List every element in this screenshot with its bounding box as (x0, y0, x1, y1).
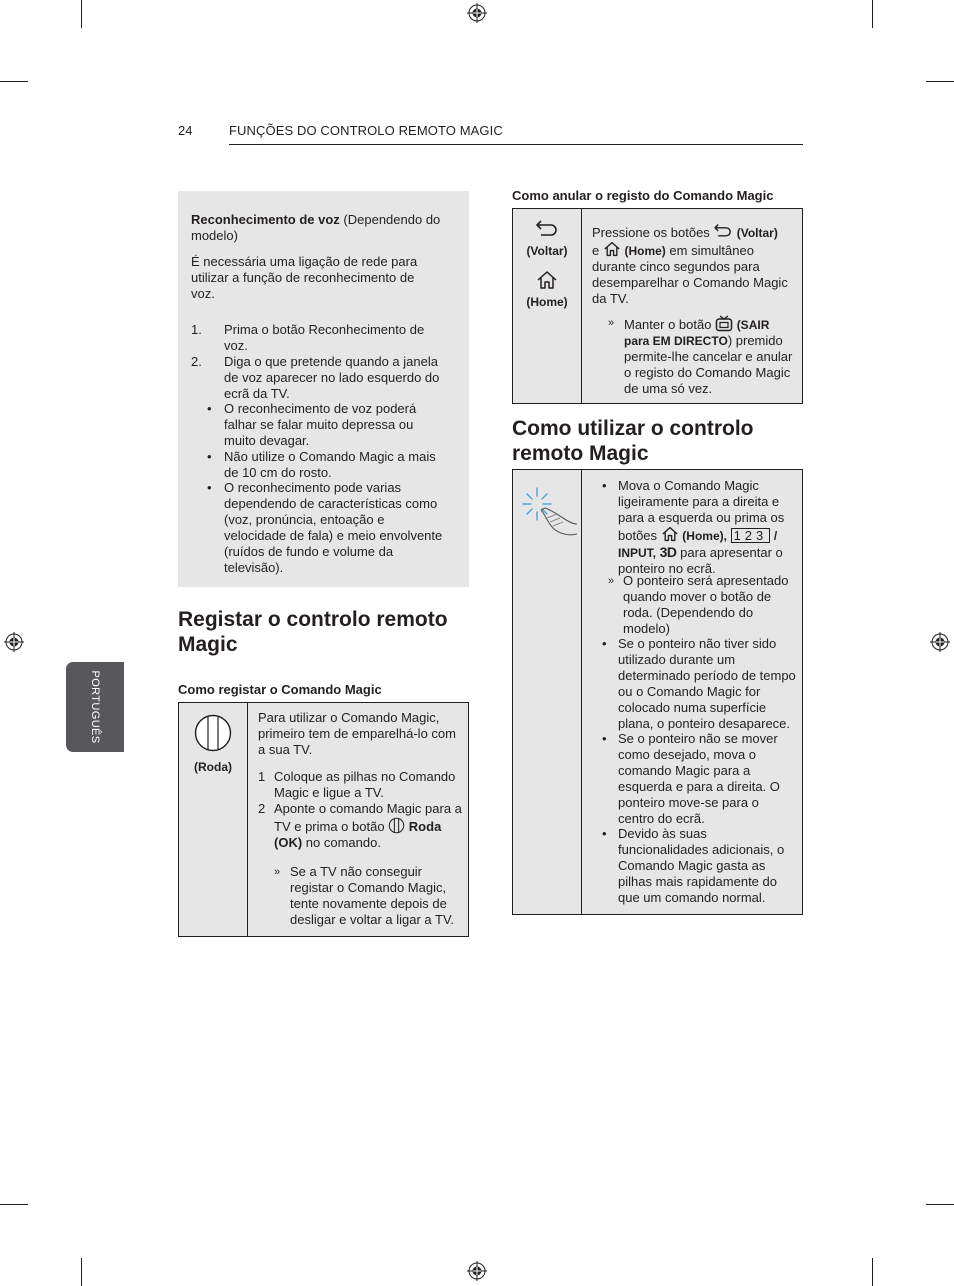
voice-bullet-text: O reconhecimento de voz poderá falhar se falar muito depressa ou muito devagar. (224, 401, 417, 448)
unregister-note-part: Manter o botão (624, 317, 716, 332)
unregister-note (608, 315, 798, 397)
voice-title-bold: Reconhecimento de voz (191, 212, 340, 227)
crop-mark (81, 1258, 82, 1286)
register-heading: Registar o controlo remoto Magic (178, 608, 448, 656)
register-note (274, 864, 464, 928)
unregister-text-part: e (592, 243, 603, 258)
note-marker: » (274, 866, 281, 878)
voice-recognition-box (178, 191, 469, 587)
registration-mark-icon (930, 632, 950, 652)
exit-live-label: (SAIR para EM DIRECTO (624, 318, 770, 348)
back-icon (713, 223, 733, 239)
register-step-number: 1 (258, 769, 266, 784)
register-subheading: Como registar o Comando Magic (178, 682, 382, 697)
voice-title-rest: (Dependendo do modelo) (191, 212, 441, 243)
registration-mark-icon (467, 3, 487, 23)
voice-step-text: Diga o que pretende quando a janela de voz aparecer no lado esquerdo do ecrã da TV. (224, 354, 440, 401)
unregister-icon-cell (513, 209, 582, 404)
input-label: INPUT, (618, 546, 657, 560)
note-marker: » (608, 575, 615, 587)
register-note-text: Se a TV não conseguir registar o Comando Magic, tente novamente depois de desligar e voltar a ligar a TV. (290, 864, 455, 927)
use-bullet-text-part: Mova o Comando Magic ligeiramente para a direita e para a esquerda ou prima os botões (618, 478, 785, 543)
voice-bullet-text: Não utilize o Comando Magic a mais de 10 cm do rosto. (224, 449, 436, 480)
crop-mark (0, 81, 28, 82)
register-step-text-part: Aponte o comando Magic para a TV e prima o botão (274, 801, 462, 834)
back-icon (535, 219, 559, 239)
voice-intro: É necessária uma ligação de rede para utilizar a função de reconhecimento de voz. (191, 254, 418, 301)
live-tv-exit-icon (715, 315, 733, 332)
use-bullet: • Mova o Comando Magic ligeiramente para a direita e para a esquerda ou prima os botões (Home), 123 / INPUT, 3D para apresentar o ponteiro no ecrã. (602, 478, 792, 577)
use-bullet: • Devido às suas funcionalidades adicionais, o Comando Magic gasta as pilhas mais rapidamente do que um comando normal. (602, 826, 792, 906)
use-icon-cell (513, 470, 582, 915)
use-bullet: • Se o ponteiro não tiver sido utilizado durante um determinado período de tempo ou o Comando Magic for colocado numa superfície plana, o ponteiro desaparece. (602, 636, 798, 732)
register-text-cell (248, 703, 469, 937)
wheel-label: (Roda) (194, 760, 232, 774)
language-tab-label: PORTUGUÊS (89, 670, 101, 744)
use-bullet-text: Devido às suas funcionalidades adicionais, o Comando Magic gasta as pilhas mais rapidamente do que um comando normal. (618, 826, 785, 905)
home-icon (603, 241, 621, 257)
roda-ok-label: Roda (OK) (274, 819, 442, 850)
use-bullet-text (618, 478, 792, 577)
use-table (512, 469, 803, 915)
wheel-icon (388, 817, 405, 834)
registration-mark-icon (467, 1261, 487, 1281)
voice-bullet: • O reconhecimento de voz poderá falhar se falar muito depressa ou muito devagar. (207, 401, 457, 449)
use-text-cell (582, 470, 803, 915)
header-rule (229, 144, 803, 145)
use-bullet-text: Se o ponteiro não tiver sido utilizado durante um determinado período de tempo ou o Comando Magic for colocado numa superfície plana, o ponteiro desaparece. (618, 636, 796, 731)
voice-step (191, 354, 461, 402)
home-label-inline: (Home), (682, 529, 727, 543)
voice-step (191, 322, 461, 354)
unregister-note-part: ) premido permite-lhe cancelar e anular o registo do Comando Magic de uma só vez. (624, 333, 793, 396)
unregister-text-cell (582, 209, 803, 404)
crop-mark (872, 1258, 873, 1286)
voice-bullet: • Não utilize o Comando Magic a mais de 10 cm do rosto. (207, 449, 457, 481)
unregister-note-text (624, 315, 798, 397)
page-number: 24 (178, 123, 193, 138)
back-label: (Voltar) (526, 244, 568, 258)
register-table (178, 702, 469, 937)
register-icon-cell (179, 703, 248, 937)
use-bullet: • Se o ponteiro não se mover como desejado, mova o comando Magic para a esquerda e para a direita. O ponteiro move-se para o centro do ecrã. (602, 731, 792, 827)
crop-mark (926, 81, 954, 82)
voice-step-text: Prima o botão Reconhecimento de voz. (224, 322, 425, 353)
home-label-inline: (Home) (624, 244, 666, 258)
home-icon (661, 526, 679, 542)
use-heading: Como utilizar o controlo remoto Magic (512, 417, 754, 465)
running-header: FUNÇÕES DO CONTROLO REMOTO MAGIC (229, 123, 503, 138)
unregister-text-part: em simultâneo durante cinco segundos para desemparelhar o Comando Magic da TV. (592, 243, 788, 306)
crop-mark (872, 0, 873, 28)
crop-mark (926, 1204, 954, 1205)
hand-pointer-icon (517, 484, 579, 542)
voice-title (191, 212, 441, 244)
voice-step-number: 1. (191, 322, 202, 337)
unregister-table (512, 208, 803, 404)
register-step-text (274, 801, 463, 851)
use-note (608, 573, 798, 637)
voice-step-number: 2. (191, 354, 202, 369)
register-step-text-part: no comando. (302, 835, 381, 850)
voice-bullet: • O reconhecimento pode varias dependendo de características como (voz, pronúncia, entoação e velocidade de fala) e meio envolvente (ruídos de fundo e volume da televisão). (207, 480, 457, 576)
voice-bullet-text: O reconhecimento pode varias dependendo de características como (voz, pronúncia, entoação e velocidade de fala) e meio envolvente (ruídos de fundo e volume da televisão). (224, 480, 443, 575)
use-bullet-text-part: para apresentar o ponteiro no ecrã. (618, 545, 783, 576)
number-button-icon: 123 (731, 528, 771, 543)
register-intro: Para utilizar o Comando Magic, primeiro tem de emparelhá-lo com a sua TV. (258, 710, 456, 757)
note-marker: » (608, 317, 615, 329)
home-label: (Home) (526, 295, 568, 309)
language-tab (66, 662, 124, 752)
register-step (258, 769, 463, 801)
crop-mark (0, 1204, 28, 1205)
register-step (258, 801, 463, 851)
unregister-text-part: Pressione os botões (592, 225, 714, 240)
unregister-text (592, 223, 797, 307)
home-icon (536, 270, 558, 290)
register-step-text: Coloque as pilhas no Comando Magic e ligue a TV. (274, 769, 456, 800)
3d-icon: 3D (659, 544, 677, 560)
wheel-icon (193, 713, 233, 753)
use-note-text: O ponteiro será apresentado quando mover o botão de roda. (Dependendo do modelo) (623, 573, 789, 636)
back-label-inline: (Voltar) (733, 226, 778, 240)
registration-mark-icon (4, 632, 24, 652)
use-bullet-text: Se o ponteiro não se mover como desejado, mova o comando Magic para a esquerda e para a direita. O ponteiro move-se para o centro do ecrã. (618, 731, 780, 826)
crop-mark (81, 0, 82, 28)
slash-separator: / (773, 529, 778, 543)
unregister-subheading: Como anular o registo do Comando Magic (512, 188, 774, 203)
register-step-number: 2 (258, 801, 266, 816)
